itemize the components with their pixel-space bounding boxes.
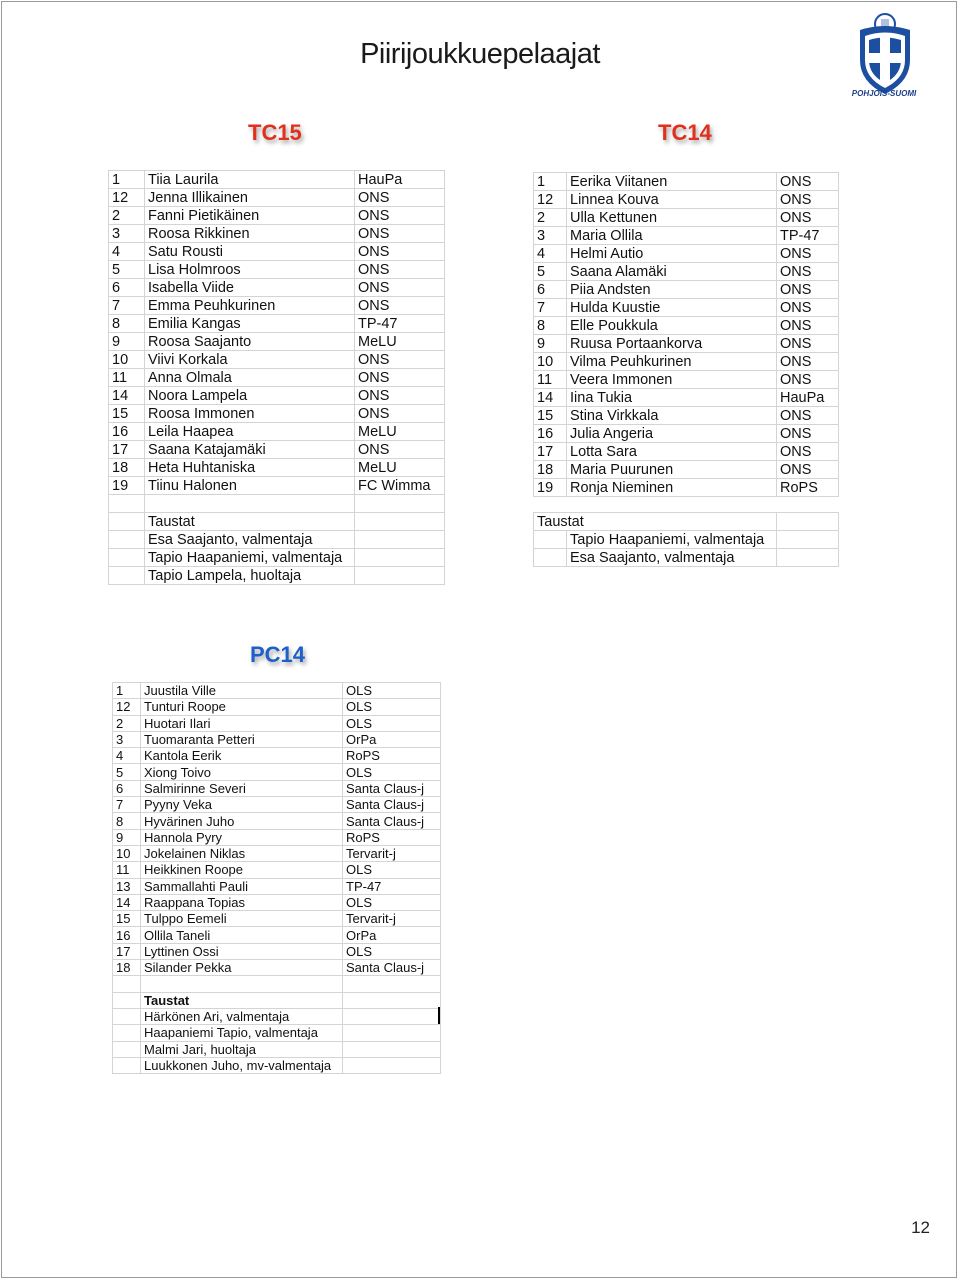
staff-header-row bbox=[534, 513, 839, 531]
tc15-player-rows bbox=[109, 171, 445, 513]
staff-member: Tapio Lampela, huoltaja bbox=[145, 567, 355, 585]
row-number: 6 bbox=[534, 281, 567, 299]
table-row bbox=[109, 189, 445, 207]
row-number: 2 bbox=[113, 715, 141, 731]
player-name: Anna Olmala bbox=[145, 369, 355, 387]
staff-header-row bbox=[109, 513, 445, 531]
club-name: ONS bbox=[355, 351, 445, 369]
player-name: Stina Virkkala bbox=[567, 407, 777, 425]
row-number: 16 bbox=[109, 423, 145, 441]
pc14-player-rows bbox=[113, 683, 441, 993]
row-number: 5 bbox=[534, 263, 567, 281]
club-name: FC Wimma bbox=[355, 477, 445, 495]
staff-row bbox=[113, 1025, 441, 1041]
table-row bbox=[534, 335, 839, 353]
club-name: ONS bbox=[777, 335, 839, 353]
staff-member: Luukkonen Juho, mv-valmentaja bbox=[141, 1057, 343, 1073]
player-name: Ollila Taneli bbox=[141, 927, 343, 943]
table-row bbox=[534, 209, 839, 227]
table-row bbox=[109, 225, 445, 243]
tc15-table bbox=[108, 170, 445, 585]
row-number: 19 bbox=[534, 479, 567, 497]
player-name: Heikkinen Roope bbox=[141, 862, 343, 878]
row-number: 6 bbox=[113, 780, 141, 796]
pc14-title: PC14 bbox=[250, 642, 306, 667]
row-number: 18 bbox=[109, 459, 145, 477]
staff-row bbox=[534, 531, 839, 549]
row-number: 1 bbox=[109, 171, 145, 189]
club-name: ONS bbox=[777, 281, 839, 299]
table-row bbox=[109, 315, 445, 333]
row-number: 7 bbox=[113, 797, 141, 813]
staff-row bbox=[109, 549, 445, 567]
club-name: RoPS bbox=[343, 829, 441, 845]
club-name: OrPa bbox=[343, 927, 441, 943]
row-number: 17 bbox=[109, 441, 145, 459]
club-name: RoPS bbox=[777, 479, 839, 497]
staff-member: Tapio Haapaniemi, valmentaja bbox=[145, 549, 355, 567]
row-number: 1 bbox=[534, 173, 567, 191]
table-row bbox=[109, 171, 445, 189]
player-name: Linnea Kouva bbox=[567, 191, 777, 209]
row-number: 12 bbox=[109, 189, 145, 207]
player-name: Viivi Korkala bbox=[145, 351, 355, 369]
tc14-title: TC14 bbox=[658, 120, 712, 145]
table-row bbox=[113, 829, 441, 845]
club-name: ONS bbox=[777, 191, 839, 209]
row-number: 14 bbox=[113, 894, 141, 910]
tc14-table bbox=[533, 172, 839, 497]
table-row bbox=[109, 423, 445, 441]
row-number: 15 bbox=[113, 911, 141, 927]
club-name: ONS bbox=[355, 441, 445, 459]
player-name: Jenna Illikainen bbox=[145, 189, 355, 207]
table-row bbox=[109, 261, 445, 279]
staff-member: Esa Saajanto, valmentaja bbox=[145, 531, 355, 549]
staff-header: Taustat bbox=[534, 513, 777, 531]
player-name: Julia Angeria bbox=[567, 425, 777, 443]
club-name: ONS bbox=[777, 425, 839, 443]
player-name: Hulda Kuustie bbox=[567, 299, 777, 317]
club-name: OLS bbox=[343, 894, 441, 910]
staff-member: Esa Saajanto, valmentaja bbox=[567, 549, 777, 567]
player-name: Fanni Pietikäinen bbox=[145, 207, 355, 225]
row-number: 15 bbox=[109, 405, 145, 423]
player-name: Isabella Viide bbox=[145, 279, 355, 297]
table-row bbox=[113, 780, 441, 796]
club-name: ONS bbox=[355, 225, 445, 243]
table-row bbox=[534, 425, 839, 443]
club-name: OLS bbox=[343, 699, 441, 715]
player-name: Tiinu Halonen bbox=[145, 477, 355, 495]
player-name: Noora Lampela bbox=[145, 387, 355, 405]
table-row bbox=[534, 263, 839, 281]
table-row bbox=[113, 862, 441, 878]
player-name: Helmi Autio bbox=[567, 245, 777, 263]
row-number: 13 bbox=[113, 878, 141, 894]
tc14-staff-table bbox=[533, 512, 839, 567]
player-name: Tunturi Roope bbox=[141, 699, 343, 715]
player-name: Iina Tukia bbox=[567, 389, 777, 407]
player-name: Juustila Ville bbox=[141, 683, 343, 699]
club-name: OrPa bbox=[343, 731, 441, 747]
club-name: TP-47 bbox=[343, 878, 441, 894]
club-name: OLS bbox=[343, 764, 441, 780]
empty-row bbox=[109, 495, 445, 513]
player-name: Veera Immonen bbox=[567, 371, 777, 389]
club-name: ONS bbox=[355, 189, 445, 207]
club-name: Tervarit-j bbox=[343, 911, 441, 927]
table-row bbox=[109, 297, 445, 315]
row-number: 9 bbox=[534, 335, 567, 353]
empty-row bbox=[113, 976, 441, 992]
pc14-table bbox=[112, 682, 441, 1074]
row-number: 7 bbox=[534, 299, 567, 317]
club-name: ONS bbox=[777, 317, 839, 335]
player-name: Saana Alamäki bbox=[567, 263, 777, 281]
player-name: Leila Haapea bbox=[145, 423, 355, 441]
table-row bbox=[113, 699, 441, 715]
club-name: ONS bbox=[777, 173, 839, 191]
staff-header-row bbox=[113, 992, 441, 1008]
row-number: 9 bbox=[113, 829, 141, 845]
club-name: TP-47 bbox=[355, 315, 445, 333]
player-name: Kantola Eerik bbox=[141, 748, 343, 764]
staff-row bbox=[109, 531, 445, 549]
row-number: 3 bbox=[534, 227, 567, 245]
row-number: 18 bbox=[113, 960, 141, 976]
club-name: Santa Claus-j bbox=[343, 813, 441, 829]
table-row bbox=[534, 281, 839, 299]
player-name: Tiia Laurila bbox=[145, 171, 355, 189]
table-row bbox=[113, 845, 441, 861]
player-name: Piia Andsten bbox=[567, 281, 777, 299]
player-name: Tulppo Eemeli bbox=[141, 911, 343, 927]
club-name: ONS bbox=[355, 369, 445, 387]
club-name: ONS bbox=[777, 407, 839, 425]
staff-member: Haapaniemi Tapio, valmentaja bbox=[141, 1025, 343, 1041]
row-number: 6 bbox=[109, 279, 145, 297]
table-row bbox=[534, 227, 839, 245]
table-row bbox=[113, 960, 441, 976]
row-number: 3 bbox=[109, 225, 145, 243]
player-name: Silander Pekka bbox=[141, 960, 343, 976]
row-number: 15 bbox=[534, 407, 567, 425]
tc14-staff-rows bbox=[534, 513, 839, 567]
row-number: 17 bbox=[534, 443, 567, 461]
row-number: 16 bbox=[113, 927, 141, 943]
table-row bbox=[534, 461, 839, 479]
club-name: OLS bbox=[343, 862, 441, 878]
table-row bbox=[109, 333, 445, 351]
row-number: 5 bbox=[113, 764, 141, 780]
row-number: 10 bbox=[109, 351, 145, 369]
club-name: ONS bbox=[777, 353, 839, 371]
club-name: ONS bbox=[355, 387, 445, 405]
row-number: 14 bbox=[534, 389, 567, 407]
table-row bbox=[109, 387, 445, 405]
staff-row bbox=[109, 567, 445, 585]
club-name: MeLU bbox=[355, 333, 445, 351]
player-name: Pyyny Veka bbox=[141, 797, 343, 813]
tc15-staff-rows bbox=[109, 513, 445, 585]
player-name: Sammallahti Pauli bbox=[141, 878, 343, 894]
player-name: Huotari Ilari bbox=[141, 715, 343, 731]
club-name: Santa Claus-j bbox=[343, 797, 441, 813]
club-name: TP-47 bbox=[777, 227, 839, 245]
club-name: OLS bbox=[343, 943, 441, 959]
player-name: Hyvärinen Juho bbox=[141, 813, 343, 829]
table-row bbox=[109, 207, 445, 225]
player-name: Elle Poukkula bbox=[567, 317, 777, 335]
row-number: 9 bbox=[109, 333, 145, 351]
row-number: 10 bbox=[534, 353, 567, 371]
club-name: ONS bbox=[777, 371, 839, 389]
player-name: Maria Ollila bbox=[567, 227, 777, 245]
table-row bbox=[113, 764, 441, 780]
player-name: Maria Puurunen bbox=[567, 461, 777, 479]
table-row bbox=[109, 477, 445, 495]
table-row bbox=[534, 317, 839, 335]
club-name: ONS bbox=[777, 245, 839, 263]
row-number: 7 bbox=[109, 297, 145, 315]
table-row bbox=[109, 369, 445, 387]
staff-row bbox=[113, 1008, 441, 1024]
player-name: Roosa Immonen bbox=[145, 405, 355, 423]
player-name: Heta Huhtaniska bbox=[145, 459, 355, 477]
table-row bbox=[113, 943, 441, 959]
row-number: 4 bbox=[113, 748, 141, 764]
row-number: 16 bbox=[534, 425, 567, 443]
player-name: Hannola Pyry bbox=[141, 829, 343, 845]
row-number: 14 bbox=[109, 387, 145, 405]
tc15-title: TC15 bbox=[248, 120, 302, 145]
club-name: MeLU bbox=[355, 459, 445, 477]
player-name: Ronja Nieminen bbox=[567, 479, 777, 497]
logo-caption: POHJOIS-SUOMI bbox=[851, 89, 917, 98]
table-row bbox=[113, 748, 441, 764]
player-name: Vilma Peuhkurinen bbox=[567, 353, 777, 371]
table-row bbox=[534, 443, 839, 461]
row-number: 1 bbox=[113, 683, 141, 699]
table-row bbox=[109, 351, 445, 369]
table-row bbox=[109, 405, 445, 423]
row-number: 3 bbox=[113, 731, 141, 747]
table-row bbox=[109, 441, 445, 459]
row-number: 17 bbox=[113, 943, 141, 959]
player-name: Ruusa Portaankorva bbox=[567, 335, 777, 353]
club-name: ONS bbox=[777, 461, 839, 479]
club-name: ONS bbox=[355, 279, 445, 297]
player-name: Tuomaranta Petteri bbox=[141, 731, 343, 747]
club-name: MeLU bbox=[355, 423, 445, 441]
staff-header: Taustat bbox=[141, 992, 343, 1008]
table-row bbox=[534, 389, 839, 407]
table-row bbox=[534, 191, 839, 209]
club-name: ONS bbox=[777, 263, 839, 281]
row-number: 5 bbox=[109, 261, 145, 279]
player-name: Roosa Saajanto bbox=[145, 333, 355, 351]
row-number: 10 bbox=[113, 845, 141, 861]
club-name: ONS bbox=[777, 209, 839, 227]
text-cursor bbox=[438, 1007, 440, 1024]
player-name: Salmirinne Severi bbox=[141, 780, 343, 796]
table-row bbox=[113, 813, 441, 829]
club-name: ONS bbox=[777, 299, 839, 317]
staff-header: Taustat bbox=[145, 513, 355, 531]
row-number: 8 bbox=[109, 315, 145, 333]
row-number: 8 bbox=[113, 813, 141, 829]
table-row bbox=[113, 715, 441, 731]
player-name: Saana Katajamäki bbox=[145, 441, 355, 459]
row-number: 12 bbox=[534, 191, 567, 209]
table-row bbox=[113, 683, 441, 699]
player-name: Lisa Holmroos bbox=[145, 261, 355, 279]
table-row bbox=[113, 927, 441, 943]
row-number: 11 bbox=[113, 862, 141, 878]
row-number: 2 bbox=[534, 209, 567, 227]
player-name: Xiong Toivo bbox=[141, 764, 343, 780]
club-name: Santa Claus-j bbox=[343, 780, 441, 796]
row-number: 2 bbox=[109, 207, 145, 225]
club-name: OLS bbox=[343, 683, 441, 699]
table-row bbox=[534, 407, 839, 425]
table-row bbox=[109, 279, 445, 297]
club-name: OLS bbox=[343, 715, 441, 731]
row-number: 4 bbox=[109, 243, 145, 261]
player-name: Satu Rousti bbox=[145, 243, 355, 261]
staff-row bbox=[113, 1057, 441, 1073]
club-name: ONS bbox=[355, 243, 445, 261]
table-row bbox=[113, 894, 441, 910]
page-number: 12 bbox=[911, 1218, 930, 1237]
club-name: Santa Claus-j bbox=[343, 960, 441, 976]
player-name: Roosa Rikkinen bbox=[145, 225, 355, 243]
page-title: Piirijoukkuepelaajat bbox=[360, 38, 600, 70]
player-name: Emma Peuhkurinen bbox=[145, 297, 355, 315]
row-number: 11 bbox=[109, 369, 145, 387]
row-number: 18 bbox=[534, 461, 567, 479]
club-name: HauPa bbox=[777, 389, 839, 407]
player-name: Lotta Sara bbox=[567, 443, 777, 461]
row-number: 8 bbox=[534, 317, 567, 335]
staff-member: Malmi Jari, huoltaja bbox=[141, 1041, 343, 1057]
club-name: HauPa bbox=[355, 171, 445, 189]
club-name: ONS bbox=[355, 207, 445, 225]
player-name: Raappana Topias bbox=[141, 894, 343, 910]
row-number: 11 bbox=[534, 371, 567, 389]
staff-row bbox=[534, 549, 839, 567]
row-number: 19 bbox=[109, 477, 145, 495]
row-number: 12 bbox=[113, 699, 141, 715]
player-name: Jokelainen Niklas bbox=[141, 845, 343, 861]
staff-row bbox=[113, 1041, 441, 1057]
player-name: Emilia Kangas bbox=[145, 315, 355, 333]
table-row bbox=[109, 459, 445, 477]
row-number: 4 bbox=[534, 245, 567, 263]
table-row bbox=[534, 299, 839, 317]
table-row bbox=[113, 911, 441, 927]
table-row bbox=[534, 173, 839, 191]
table-row bbox=[534, 371, 839, 389]
staff-member: Härkönen Ari, valmentaja bbox=[141, 1008, 343, 1024]
table-row bbox=[534, 353, 839, 371]
table-row bbox=[534, 479, 839, 497]
table-row bbox=[109, 243, 445, 261]
player-name: Eerika Viitanen bbox=[567, 173, 777, 191]
table-row bbox=[113, 878, 441, 894]
pc14-staff-rows bbox=[113, 992, 441, 1073]
club-name: ONS bbox=[355, 405, 445, 423]
table-row bbox=[113, 731, 441, 747]
club-name: ONS bbox=[355, 261, 445, 279]
club-name: ONS bbox=[777, 443, 839, 461]
player-name: Ulla Kettunen bbox=[567, 209, 777, 227]
club-name: Tervarit-j bbox=[343, 845, 441, 861]
player-name: Lyttinen Ossi bbox=[141, 943, 343, 959]
club-name: ONS bbox=[355, 297, 445, 315]
table-row bbox=[534, 245, 839, 263]
table-row bbox=[113, 797, 441, 813]
tc14-player-rows bbox=[534, 173, 839, 497]
staff-member: Tapio Haapaniemi, valmentaja bbox=[567, 531, 777, 549]
club-name: RoPS bbox=[343, 748, 441, 764]
